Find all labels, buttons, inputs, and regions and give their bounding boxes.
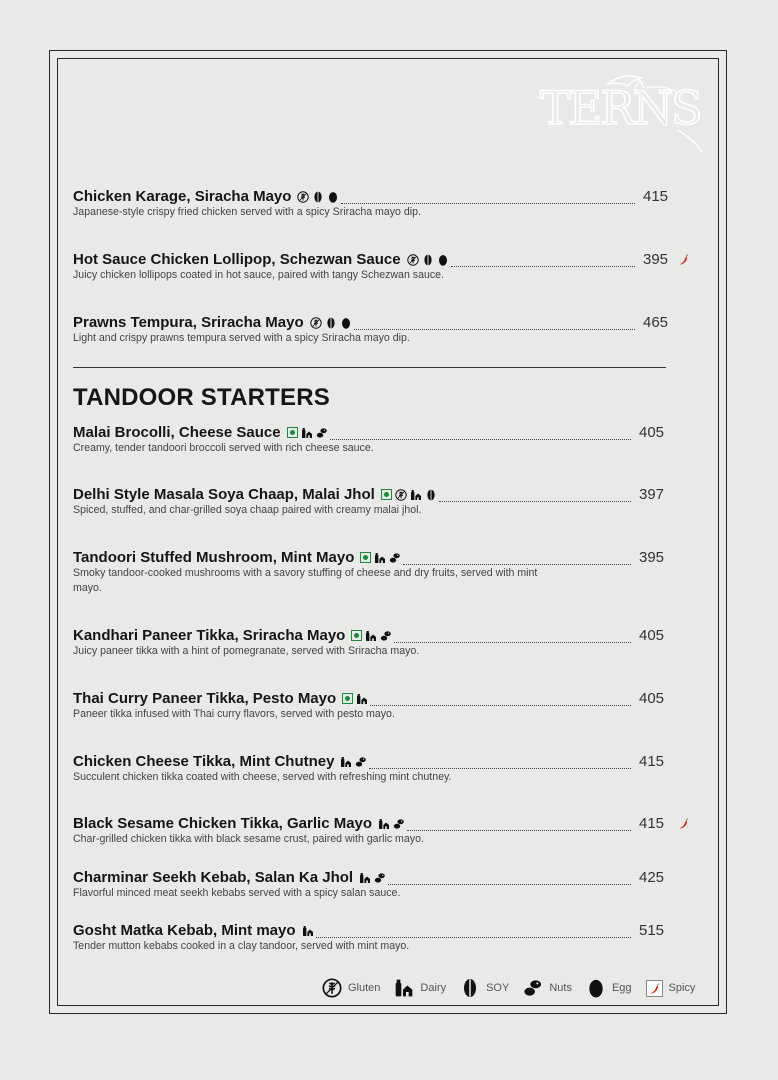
menu-item-description: Char-grilled chicken tikka with black sesame crust, paired with garlic mayo. (73, 833, 424, 845)
menu-item-price: 397 (639, 486, 665, 503)
dietary-icons (381, 489, 437, 501)
menu-item-title (73, 627, 392, 644)
soy-icon (425, 489, 437, 501)
dot-leader (330, 439, 631, 440)
legend-label: Dairy (420, 982, 447, 994)
soy-icon (422, 254, 434, 266)
menu-item-description: Juicy paneer tikka with a hint of pomegranate, served with Sriracha mayo. (73, 645, 420, 657)
menu-item-price: 405 (639, 424, 665, 441)
legend-label: Egg (611, 982, 632, 994)
menu-item (73, 869, 693, 901)
menu-item (73, 753, 693, 785)
menu-item-name: Gosht Matka Kebab, Mint mayo (73, 922, 296, 939)
menu-item-price: 405 (639, 690, 665, 707)
dot-leader (388, 884, 631, 885)
dot-leader (403, 564, 631, 565)
menu-item-header (73, 314, 693, 334)
soy-icon (325, 317, 337, 329)
menu-item-description: Tender mutton kebabs cooked in a clay tandoor, served with mint mayo. (73, 940, 410, 952)
menu-item-title (73, 486, 437, 503)
menu-item (73, 314, 693, 346)
gluten-icon (395, 489, 407, 501)
nuts-icon (389, 552, 401, 564)
menu-item-title (73, 188, 339, 205)
menu-item (73, 549, 693, 596)
menu-item-price: 415 (643, 188, 669, 205)
menu-item-header (73, 869, 693, 889)
menu-item-name: Chicken Cheese Tikka, Mint Chutney (73, 753, 335, 770)
spicy-icon (678, 254, 689, 265)
menu-item-title (73, 753, 367, 770)
legend-item (523, 978, 572, 998)
menu-item-title (73, 690, 368, 707)
menu-item-header (73, 251, 693, 271)
nuts-icon (393, 818, 405, 830)
menu-item-title (73, 869, 386, 886)
menu-item-header (73, 486, 693, 506)
dietary-icons (359, 872, 386, 884)
menu-item-name: Hot Sauce Chicken Lollipop, Schezwan Sauce (73, 251, 401, 268)
dietary-icons (287, 427, 328, 439)
menu-item-description: Succulent chicken tikka coated with cheese, served with refreshing mint chutney. (73, 771, 452, 783)
menu-item-description: Paneer tikka infused with Thai curry flavors, served with pesto mayo. (73, 708, 395, 720)
dietary-icons (351, 630, 392, 642)
menu-item-description: Juicy chicken lollipops coated in hot sauce, paired with tangy Schezwan sauce. (73, 269, 444, 281)
dairy-icon (394, 978, 414, 998)
menu-item (73, 251, 693, 283)
dot-leader (407, 830, 631, 831)
menu-item-description: Creamy, tender tandoori broccoli served with rich cheese sauce. (73, 442, 374, 454)
veg-mark-icon (342, 693, 353, 704)
menu-item-price: 465 (643, 314, 669, 331)
legend-item (322, 978, 380, 998)
menu-item-price: 395 (643, 251, 669, 268)
veg-mark-icon (381, 489, 392, 500)
dot-leader (316, 937, 631, 938)
gluten-icon (297, 191, 309, 203)
legend-label: Gluten (348, 982, 381, 994)
dairy-icon (365, 630, 377, 642)
menu-item (73, 922, 693, 954)
nuts-icon (523, 978, 543, 998)
dairy-icon (410, 489, 422, 501)
menu-item-name: Prawns Tempura, Sriracha Mayo (73, 314, 304, 331)
section-divider (73, 367, 666, 368)
legend-item (394, 978, 446, 998)
legend-item (460, 978, 509, 998)
dietary-icons (407, 254, 449, 266)
dot-leader (369, 768, 631, 769)
menu-item-description: Spiced, stuffed, and char-grilled soya chaap paired with creamy malai jhol. (73, 504, 422, 516)
menu-item (73, 815, 693, 847)
nuts-icon (316, 427, 328, 439)
menu-item-price: 395 (639, 549, 665, 566)
dairy-icon (301, 427, 313, 439)
menu-item (73, 188, 693, 220)
menu-item-header (73, 815, 693, 835)
menu-item-header (73, 690, 693, 710)
menu-item-header (73, 753, 693, 773)
gluten-icon (310, 317, 322, 329)
legend-label: Spicy (668, 982, 696, 994)
dairy-icon (359, 872, 371, 884)
menu-item-title (73, 314, 352, 331)
section-title: TANDOOR STARTERS (73, 384, 330, 411)
dairy-icon (378, 818, 390, 830)
dietary-icons (302, 925, 314, 937)
menu-item-name: Charminar Seekh Kebab, Salan Ka Jhol (73, 869, 354, 886)
menu-item-name: Malai Brocolli, Cheese Sauce (73, 424, 281, 441)
menu-item-name: Tandoori Stuffed Mushroom, Mint Mayo (73, 549, 355, 566)
soy-icon (460, 978, 480, 998)
menu-item-name: Delhi Style Masala Soya Chaap, Malai Jhol (73, 486, 375, 503)
menu-item-description: Japanese-style crispy fried chicken served with a spicy Sriracha mayo dip. (73, 206, 421, 218)
veg-mark-icon (287, 427, 298, 438)
menu-item-header (73, 188, 693, 208)
veg-mark-icon (360, 552, 371, 563)
menu-item-price: 415 (639, 815, 665, 832)
menu-item (73, 424, 693, 456)
menu-item-price: 405 (639, 627, 665, 644)
menu-item-title (73, 424, 328, 441)
dot-leader (341, 203, 635, 204)
legend-label: Nuts (549, 982, 572, 994)
egg-icon (437, 254, 449, 266)
menu-item (73, 627, 693, 659)
legend-label: SOY (486, 982, 510, 994)
gluten-icon (322, 978, 342, 998)
nuts-icon (374, 872, 386, 884)
menu-item-description: Light and crispy prawns tempura served with a spicy Sriracha mayo dip. (73, 332, 410, 344)
dot-leader (451, 266, 635, 267)
legend-item (586, 978, 632, 998)
dietary-icons (310, 317, 352, 329)
dot-leader (354, 329, 635, 330)
soy-icon (312, 191, 324, 203)
menu-item-description: Flavorful minced meat seekh kebabs served with a spicy salan sauce. (73, 887, 401, 899)
egg-icon (327, 191, 339, 203)
legend-item (646, 980, 696, 997)
nuts-icon (380, 630, 392, 642)
dietary-icons (378, 818, 405, 830)
dietary-icons (297, 191, 339, 203)
menu-item-name: Chicken Karage, Siracha Mayo (73, 188, 292, 205)
allergen-legend (322, 978, 709, 998)
menu-item-title (73, 815, 405, 832)
dietary-icons (360, 552, 401, 564)
dietary-icons (342, 693, 368, 705)
menu-item-header (73, 549, 693, 569)
dietary-icons (340, 756, 367, 768)
menu-item-title (73, 549, 401, 566)
menu-item-name: Black Sesame Chicken Tikka, Garlic Mayo (73, 815, 373, 832)
menu-item-title (73, 922, 314, 939)
dairy-icon (302, 925, 314, 937)
menu-item (73, 486, 693, 518)
menu-item-price: 415 (639, 753, 665, 770)
dairy-icon (374, 552, 386, 564)
dot-leader (439, 501, 631, 502)
menu-item (73, 690, 693, 722)
menu-item-header (73, 424, 693, 444)
egg-icon (340, 317, 352, 329)
spicy-icon (646, 980, 663, 997)
menu-item-header (73, 922, 693, 942)
dot-leader (394, 642, 631, 643)
menu-item-header (73, 627, 693, 647)
gluten-icon (407, 254, 419, 266)
dot-leader (370, 705, 631, 706)
menu-item-price: 425 (639, 869, 665, 886)
nuts-icon (355, 756, 367, 768)
menu-item-price: 515 (639, 922, 665, 939)
terns-logo (538, 68, 708, 154)
egg-icon (586, 978, 606, 998)
veg-mark-icon (351, 630, 362, 641)
menu-item-title (73, 251, 449, 268)
menu-item-description: Smoky tandoor-cooked mushrooms with a savory stuffing of cheese and dry fruits, served with mint mayo. (73, 567, 538, 594)
spicy-icon (678, 818, 689, 829)
menu-item-name: Thai Curry Paneer Tikka, Pesto Mayo (73, 690, 337, 707)
menu-item-name: Kandhari Paneer Tikka, Sriracha Mayo (73, 627, 346, 644)
svg-text:TERNS: TERNS (540, 81, 701, 135)
dairy-icon (340, 756, 352, 768)
dairy-icon (356, 693, 368, 705)
